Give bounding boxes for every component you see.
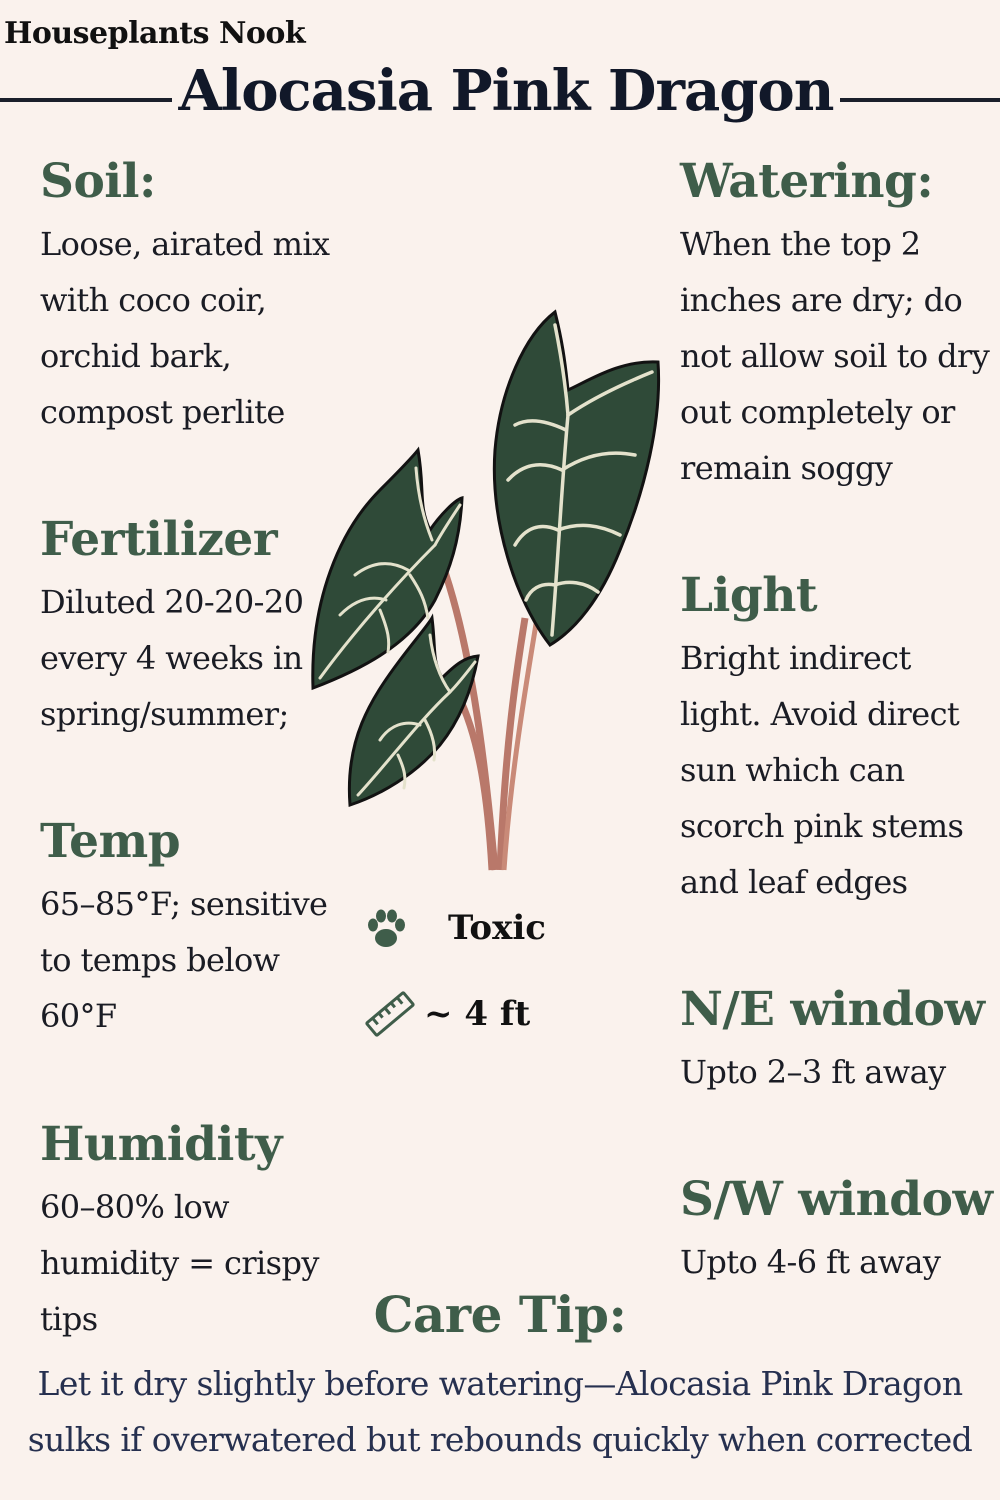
- light-text: Bright indirect light. Avoid direct sun which can scorch pink stems and leaf edges: [680, 639, 964, 901]
- size-row: [362, 986, 530, 1042]
- temp-section: [40, 812, 340, 1044]
- light-heading: Light: [680, 568, 818, 623]
- ne-window-heading: N/E window: [680, 982, 985, 1037]
- page-title: Alocasia Pink Dragon: [178, 58, 834, 124]
- soil-section: [40, 152, 340, 440]
- watering-heading: Watering:: [680, 154, 934, 209]
- ne-window-section: [680, 980, 998, 1100]
- humidity-heading: Humidity: [40, 1117, 282, 1172]
- fertilizer-text: Diluted 20-20-20 every 4 weeks in spring/summer;: [40, 583, 304, 733]
- care-tip-heading: Care Tip:: [373, 1285, 627, 1344]
- size-label: ~ 4 ft: [424, 994, 531, 1034]
- temp-heading: Temp: [40, 814, 181, 869]
- alocasia-plant-illustration: [300, 300, 670, 875]
- sw-window-section: [680, 1170, 998, 1290]
- care-tip-line-1: Let it dry slightly before watering—Alocasia Pink Dragon: [37, 1364, 963, 1403]
- humidity-text: 60–80% low humidity = crispy tips: [40, 1188, 319, 1338]
- care-tip-text: [20, 1356, 980, 1468]
- fertilizer-section: [40, 510, 340, 742]
- title-rule-right: [840, 98, 1000, 102]
- temp-text: 65–85°F; sensitive to temps below 60°F: [40, 885, 328, 1035]
- brand-name: Houseplants Nook: [4, 16, 306, 51]
- soil-heading: Soil:: [40, 154, 156, 209]
- care-tip-line-2: sulks if overwatered but rebounds quickly when corrected: [27, 1420, 973, 1459]
- sw-window-heading: S/W window: [680, 1172, 993, 1227]
- soil-text: Loose, airated mix with coco coir, orchid bark, compost perlite: [40, 225, 330, 431]
- title-rule-left: [0, 98, 172, 102]
- ruler-icon: [362, 986, 418, 1042]
- watering-section: [680, 152, 998, 496]
- light-section: [680, 566, 998, 910]
- ne-window-text: Upto 2–3 ft away: [680, 1053, 946, 1091]
- toxicity-row: [362, 904, 546, 952]
- sw-window-text: Upto 4-6 ft away: [680, 1243, 941, 1281]
- fertilizer-heading: Fertilizer: [40, 512, 278, 567]
- paw-icon: [362, 904, 410, 952]
- toxicity-label: Toxic: [448, 908, 546, 948]
- watering-text: When the top 2 inches are dry; do not allow soil to dry out completely or remain soggy: [680, 225, 990, 487]
